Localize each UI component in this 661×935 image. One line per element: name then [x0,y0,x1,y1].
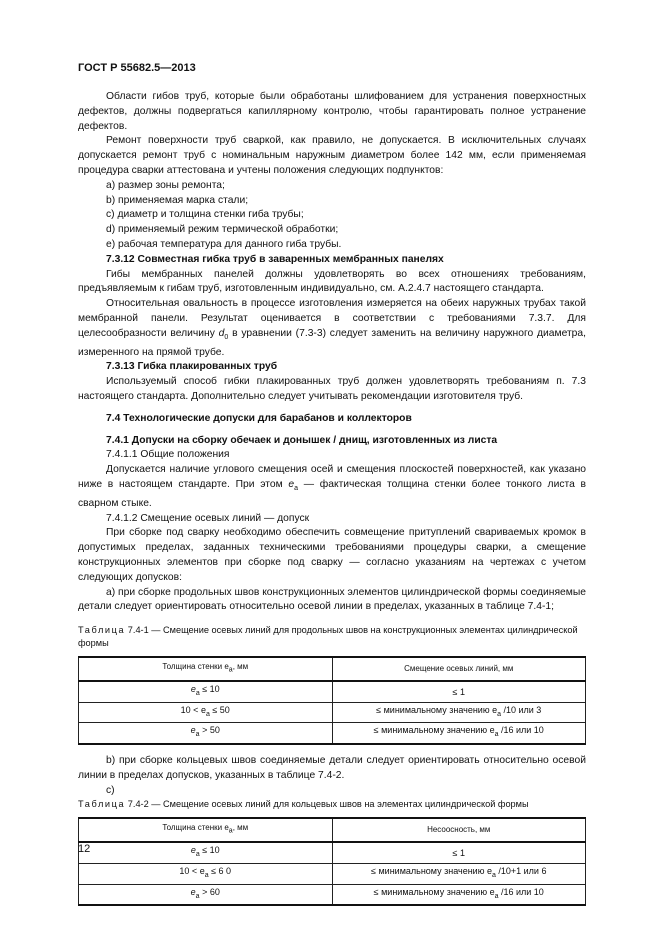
table-7-4-2 [78,817,586,906]
column-header: Толщина стенки $e_a$, мм [79,818,333,842]
column-header: Смещение осевых линий, мм [332,657,586,681]
paragraph: c) [106,784,115,796]
table-cell: $10 < e_a \le 6$ 0 [79,863,333,884]
paragraph: Ремонт поверхности труб сваркой, как правило, не допускается. В исключительных случаях допускается ремонт труб с номинальным наружным диаметром более 142 мм, если применяемая процедура сварки аттестована и учтены положения следующих подпунктов: [78,135,586,176]
paragraph [78,463,586,511]
table-cell: $e_a > 50$ [79,723,333,744]
table-row [79,702,586,723]
variable: d [218,327,225,339]
table-row [79,723,586,744]
table-cell: $e_a > 60$ [79,884,333,905]
table-cell: $e_a \le 10$ [79,842,333,863]
table-title-text: 7.4-1 — Смещение осевых линий для продольных швов на конструкционных элементах цилиндрической формы [78,625,578,649]
table-7-4-1 [78,656,586,745]
section-heading: 7.4 Технологические допуски для барабанов и коллекторов [106,412,412,424]
table-title [78,624,586,650]
text-run: в уравнении (7.3-3) следует заменить на величину наружного диаметра, измеренного на прямой трубе. [78,327,586,358]
table-row [79,681,586,702]
table-cell: ≤ 1 [332,681,586,702]
table-title-word: Таблица [78,799,126,810]
text-run: Относительная овальность в процессе изготовления измеряется на обеих наружных трубах такой мембранной панели. Результат оценивается в соответствии с требованиями 7.3.7. Для целесообразности величину [78,298,586,339]
list-item: e) рабочая температура для данного гиба трубы. [106,238,342,250]
section-heading: 7.4.1 Допуски на сборку обечаек и донышек / днищ, изготовленных из листа [106,434,498,446]
paragraph: Используемый способ гибки плакированных труб должен удовлетворять требованиям п. 7.3 настоящего стандарта. Дополнительно следует учитывать рекомендации изготовителя труб. [78,376,586,402]
subsection-heading: 7.4.1.2 Смещение осевых линий — допуск [106,512,310,524]
paragraph: a) при сборке продольных швов конструкционных элементов цилиндрической формы соединяемые детали следует ориентировать относительно осевой линии в пределах, указанных в таблице 7.4-1; [78,586,586,613]
variable: e [288,478,295,490]
section-heading: 7.3.12 Совместная гибка труб в заваренных мембранных панелях [106,253,444,265]
column-header: Несоосность, мм [332,818,586,842]
table-title-text: 7.4-2 — Смещение осевых линий для кольцевых швов на элементах цилиндрической формы [125,799,529,810]
subscript: a [294,485,299,493]
text-run: Допускается наличие углового смещения осей и смещения плоскостей поверхностей, как указано ниже в настоящем стандарте. При этом [78,464,586,490]
table-cell: ≤ минимальному значению $e_a$ /16 или 10 [332,884,586,905]
paragraph: Гибы мембранных панелей должны удовлетворять во всех отношениях требованиям, предъявляемым к гибам труб, изготовленным индивидуально, см. А.2.4.7 настоящего стандарта. [78,268,586,295]
table-cell: ≤ минимальному значению $e_a$ /16 или 10 [332,723,586,744]
paragraph: b) при сборке кольцевых швов соединяемые детали следует ориентировать относительно осевой линии в пределах допусков, указанных в таблице 7.4-2. [78,754,586,781]
list-item: d) применяемый режим термической обработки; [106,224,339,236]
subsection-heading: 7.4.1.1 Общие положения [106,449,230,461]
table-title-word: Таблица [78,625,126,636]
table-title [78,798,586,811]
table-cell: $10 < e_a \le 50$ [79,702,333,723]
table-cell: $e_a \le 10$ [79,681,333,702]
table-cell: ≤ 1 [332,842,586,863]
page-number: 12 [78,843,91,855]
column-header: Толщина стенки $e_a$, мм [79,657,333,681]
section-heading: 7.3.13 Гибка плакированных труб [106,361,278,373]
subscript: 0 [224,333,229,341]
list-item: c) диаметр и толщина стенки гиба трубы; [106,209,304,221]
table-row [79,884,586,905]
document-header: ГОСТ Р 55682.5—2013 [78,62,196,74]
table-cell: ≤ минимальному значению $e_a$ /10+1 или 6 [332,863,586,884]
paragraph [78,297,586,360]
list-item: a) размер зоны ремонта; [106,179,225,191]
table-row [79,863,586,884]
paragraph: Области гибов труб, которые были обработаны шлифованием для устранения поверхностных дефектов, должны подвергаться капиллярному контролю, чтобы гарантировать полное устранение дефектов. [78,91,586,132]
table-row [79,842,586,863]
document-body [78,90,586,906]
table-header-row [79,818,586,842]
text-run: — фактическая толщина стенки более тонкого листа в сварном стыке. [78,478,586,509]
table-cell: ≤ минимальному значению $e_a$ /10 или 3 [332,702,586,723]
table-header-row [79,657,586,681]
list-item: b) применяемая марка стали; [106,194,249,206]
paragraph: При сборке под сварку необходимо обеспечить совмещение притуплений свариваемых кромок в допустимых пределах, заданных техническими требованиями процедуры сварки, а смещение конструкционных элементов при сборке под сварку — согласно указаниям на чертежах с учетом следующих допусков: [78,527,586,583]
